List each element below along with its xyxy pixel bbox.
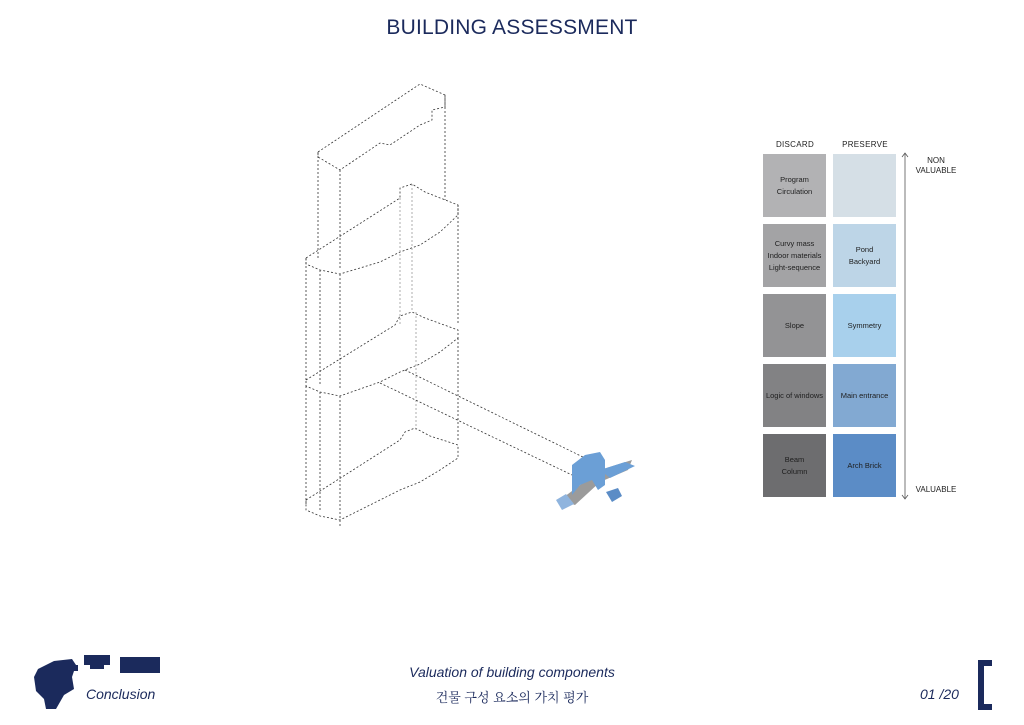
- preserve-cell: [833, 154, 896, 217]
- value-scale-arrow: [900, 151, 910, 501]
- preserve-cell: Symmetry: [833, 294, 896, 357]
- assessment-matrix: [760, 137, 1000, 507]
- scale-label-non-valuable: NON VALUABLE: [915, 156, 957, 175]
- discard-cell: Slope: [763, 294, 826, 357]
- discard-cell: Program Circulation: [763, 154, 826, 217]
- page-title: BUILDING ASSESSMENT: [386, 16, 638, 39]
- preserve-cell: Arch Brick: [833, 434, 896, 497]
- scale-label-valuable: VALUABLE: [915, 485, 957, 494]
- discard-cell: Beam Column: [763, 434, 826, 497]
- discard-cell: Curvy mass Indoor materials Light-sequence: [763, 224, 826, 287]
- slide-subtitle: Valuation of building components: [409, 664, 615, 680]
- section-label: Conclusion: [86, 686, 156, 702]
- page-number: 01 /20: [920, 686, 959, 702]
- preserve-cell: Pond Backyard: [833, 224, 896, 287]
- column-header-preserve: PRESERVE: [842, 140, 888, 149]
- axonometric-diagram: [290, 75, 650, 535]
- bracket-icon: [972, 660, 994, 710]
- column-header-discard: DISCARD: [775, 140, 815, 149]
- preserve-cell: Main entrance: [833, 364, 896, 427]
- slide-subtitle-korean: 건물 구성 요소의 가치 평가: [435, 690, 589, 705]
- discard-cell: Logic of windows: [763, 364, 826, 427]
